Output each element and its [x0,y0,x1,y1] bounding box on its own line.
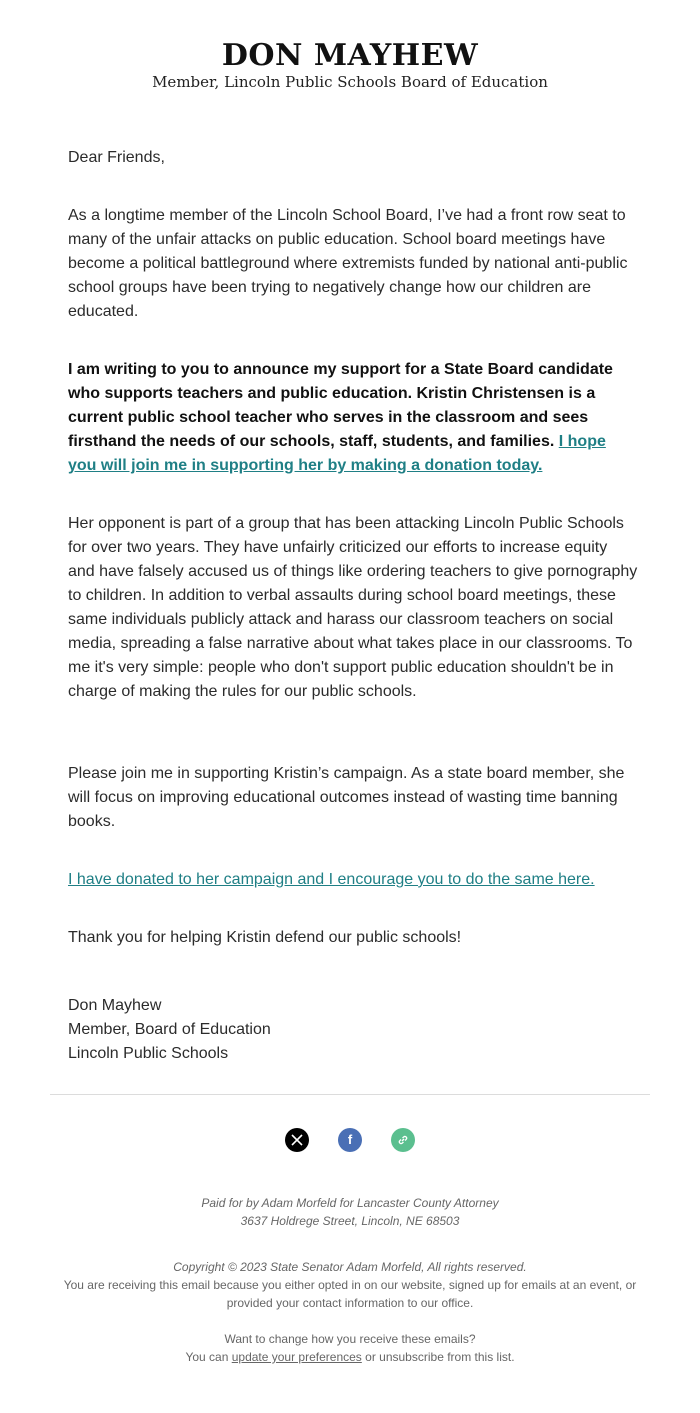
receiving-text: You are receiving this email because you either opted in on our website, signed up for emails at an event, or provided your contact information to our office. [63,1278,637,1310]
signature-title: Member, Board of Education [68,1021,271,1038]
x-twitter-icon[interactable] [285,1128,309,1152]
thanks-paragraph: Thank you for helping Kristin defend our public schools! [68,929,462,946]
paid-for-text: Paid for by Adam Morfeld for Lancaster County Attorney [201,1196,499,1210]
greeting: Dear Friends, [68,149,165,166]
paragraph-support: Please join me in supporting Kristin’s campaign. As a state board member, she will focus on improving educational outcomes instead of wasting time banning books. [68,765,625,830]
donated-link[interactable]: I have donated to her campaign and I encourage you to do the same here. [68,871,595,888]
sender-name: DON MAYHEW [221,38,479,73]
social-links [0,1128,700,1152]
footer-divider [50,1094,650,1095]
paragraph-intro: As a longtime member of the Lincoln School Board, I’ve had a front row seat to many of the unfair attacks on public education. School board meetings have become a political battleground where extremists funded by national anti-public school groups have been trying to negatively change how our children are educated. [68,207,628,320]
sender-subtitle: Member, Lincoln Public Schools Board of Education [152,73,548,91]
signature-org: Lincoln Public Schools [68,1045,229,1062]
legal-block [50,1258,650,1312]
paid-for-block [50,1194,650,1230]
change-question: Want to change how you receive these emails? [224,1332,476,1346]
address-text: 3637 Holdrege Street, Lincoln, NE 68503 [240,1214,460,1228]
paragraph-opponent: Her opponent is part of a group that has been attacking Lincoln Public Schools for over two years. They have unfairly criticized our efforts to increase equity and have falsely accused us of things like ordering teachers to give pornography to children. In addition to verbal assaults during school board meetings, these same individuals publicly attack and harass our classroom teachers on social media, spreading a false narrative about what takes place in our classrooms. To me it's very simple: people who don't support public education shouldn't be in charge of making the rules for our public schools. [68,515,638,700]
preferences-block: Want to change how you receive these emails? You can update your preferences or unsubscribe from this list. [50,1330,650,1366]
paragraph-announcement [68,358,638,478]
update-preferences-link[interactable]: update your preferences [231,1350,362,1364]
signature [68,994,638,1066]
announcement-text: I am writing to you to announce my support for a State Board candidate who supports teachers and public education. Kristin Christensen is a current public school teacher who serves in the classroom and sees firsthand the needs of our schools, staff, students, and families. [68,361,613,450]
donation-link[interactable]: I hope you will join me in supporting her by making a donation today. [68,433,606,474]
facebook-icon[interactable]: f [338,1128,362,1152]
copyright-text: Copyright © 2023 State Senator Adam Morfeld, All rights reserved. [173,1260,527,1274]
link-icon[interactable] [391,1128,415,1152]
email-header [0,0,700,92]
donate-paragraph [68,868,638,892]
signature-name: Don Mayhew [68,997,162,1014]
